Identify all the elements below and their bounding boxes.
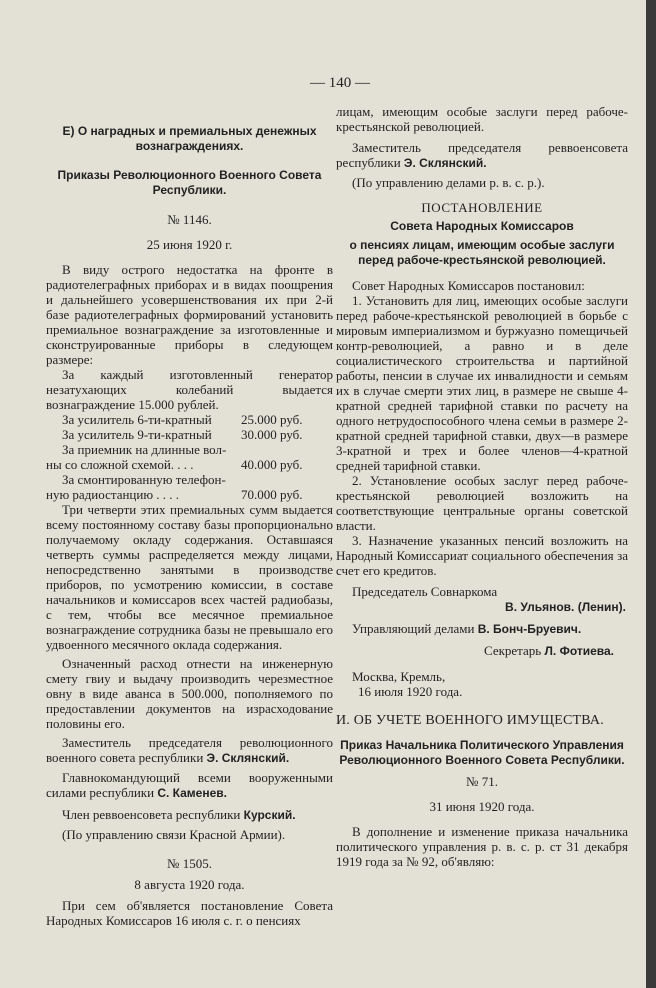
generator-paragraph: За каждый изготовленный генератор незатухающих колебаний выдается вознаграждение 15.000 рублей. (46, 367, 333, 412)
point-1: 1. Установить для лиц, имеющих особые заслуги перед рабоче-крестьянской революцией в борьбе с мировым империализмом и буржуазно помещичьей контр-революцией, а равно и в деле социалистического строительства и партийной работы, пенсии в случае их инвалидности и семьям их в случае смерти этих лиц, в размере не свыше 4-кратной средней тарифной ставки по расчету на одного нетрудоспособного члена семьи в размере 2-кратной средней тарифной ставки, двух—в размере 3-кратной и трех и более членов—4-кратной средней тарифной ставки. (336, 293, 628, 473)
date-line: 16 июля 1920 года. (358, 684, 463, 699)
signer-name: Э. Склянский. (206, 751, 290, 765)
order-date: 8 августа 1920 года. (134, 877, 245, 892)
signature-block (336, 140, 628, 171)
price-item-amount: 40.000 руб. (241, 457, 303, 472)
price-item (46, 457, 333, 472)
point-3: 3. Назначение указанных пенсий возложить на Народный Комиссариат социального обеспечения за счет его кредитов. (336, 533, 628, 578)
order-date: 25 июня 1920 г. (146, 237, 233, 252)
signer-name: Л. Фотиева. (544, 644, 614, 658)
price-item (46, 487, 333, 502)
price-item-label: За усилитель 9-ти-кратный (62, 427, 212, 442)
price-item-amount: 70.000 руб. (241, 487, 303, 502)
place-line: Москва, Кремль, (352, 669, 446, 684)
continuation-text: лицам, имеющим особые заслуги перед рабоче-крестьянской революцией. (336, 104, 628, 134)
order-number: № 71. (466, 774, 498, 789)
signer-title: Управляющий делами (352, 621, 475, 636)
receiver-label: За приемник на длинные вол- (62, 442, 227, 457)
signer-name: Курский. (243, 808, 296, 822)
signer-title: Заместитель председателя реввоенсовета республики (336, 140, 628, 170)
chair-name-line (336, 599, 628, 615)
order-text: При сем об'является постановление Совета Народных Комиссаров 16 июля с. г. о пенсиях (46, 898, 333, 928)
resolution-heading: ПОСТАНОВЛЕНИЕ (421, 200, 543, 215)
signer-title: Заместитель председателя революционного военного совета республики (46, 735, 333, 765)
signer-title: Главнокомандующий всеми вооруженными силами республики (46, 770, 333, 800)
right-column (336, 104, 628, 869)
signer-name: В. Бонч-Бруевич. (477, 622, 582, 636)
receiver-label-cont: ны со сложной схемой. . . . (46, 457, 194, 472)
price-item-amount: 25.000 руб. (241, 412, 303, 427)
signature-block (46, 770, 333, 801)
footer-note: (По управлению связи Красной Армии). (62, 827, 286, 842)
chair-title: Председатель Совнаркома (352, 584, 498, 599)
page-number: — 140 — (310, 75, 370, 91)
left-column (46, 124, 333, 928)
page-edge-shadow (646, 0, 656, 988)
signer-name: В. Ульянов. (Ленин). (505, 600, 626, 614)
council-heading: Совета Народных Комиссаров (390, 219, 574, 233)
signature-block (336, 643, 628, 659)
price-item (46, 412, 333, 427)
resolved-line: Совет Народных Комиссаров постановил: (352, 278, 585, 293)
order-number: № 1146. (167, 212, 212, 227)
price-item (46, 427, 333, 442)
expense-paragraph: Означенный расход отнести на инженерную смету гвиу и выдачу производить черезместное овну в виде аванса в 500.000, пополняемого по предоставлении документов на израсходование половины его. (46, 656, 333, 731)
signature-block (46, 735, 333, 766)
signer-name: С. Каменев. (157, 786, 227, 800)
section-heading: И. ОБ УЧЕТЕ ВОЕННОГО ИМУЩЕСТВА. (336, 713, 604, 728)
order-intro-paragraph: В виду острого недостатка на фронте в радиотелеграфных приборах и в видах поощрения и дальнейшего усовершенствования их при 2-й базе радиотелеграфных формирований установить премиальное вознаграждение за изготовленные и сконструированные приборы в следующем размере: (46, 262, 333, 367)
order-heading: Приказ Начальника Политического Управления Революционного Военного Совета Республики. (339, 738, 625, 767)
signer-title: Секретарь (484, 643, 542, 658)
telephone-label-cont: ную радиостанцию . . . . (46, 487, 180, 502)
section-heading: Е) О наградных и премиальных денежных вознаграждениях. (62, 124, 317, 153)
telephone-label: За смонтированную телефон- (62, 472, 226, 487)
orders-heading: Приказы Революционного Военного Совета Республики. (57, 168, 322, 197)
management-note: (По управлению делами р. в. с. р.). (352, 175, 545, 190)
order-number: № 1505. (167, 856, 212, 871)
price-item-label: За усилитель 6-ти-кратный (62, 412, 212, 427)
signature-block (336, 621, 628, 637)
price-item-amount: 30.000 руб. (241, 427, 303, 442)
point-2: 2. Установление особых заслуг перед рабоче-крестьянской революцией возложить на соответствующие центральные органы советской власти. (336, 473, 628, 533)
order-text: В дополнение и изменение приказа начальника политического управления р. в. с. р. ст 31 декабря 1919 года за № 92, об'являю: (336, 824, 628, 869)
distribution-paragraph: Три четверти этих премиальных сумм выдается всему постоянному составу базы пропорционально получаемому окладу содержания. Оставшаяся четверть суммы распределяется между лицами, непосредственно занятыми в производстве приборов, по усмотрению комиссии, в составе начальников и комиссаров всех частей радиобазы, с тем, чтобы все месячное премиальное вознаграждение сотрудника базы не превышало его удвоенного месячного оклада содержания. (46, 502, 333, 652)
signature-block (46, 807, 333, 823)
pension-heading: о пенсиях лицам, имеющим особые заслуги перед рабоче-крестьянской революцией. (349, 238, 615, 267)
order-date: 31 июня 1920 года. (429, 799, 535, 814)
signer-title: Член реввоенсовета республики (62, 807, 241, 822)
signer-name: Э. Склянский. (403, 156, 487, 170)
